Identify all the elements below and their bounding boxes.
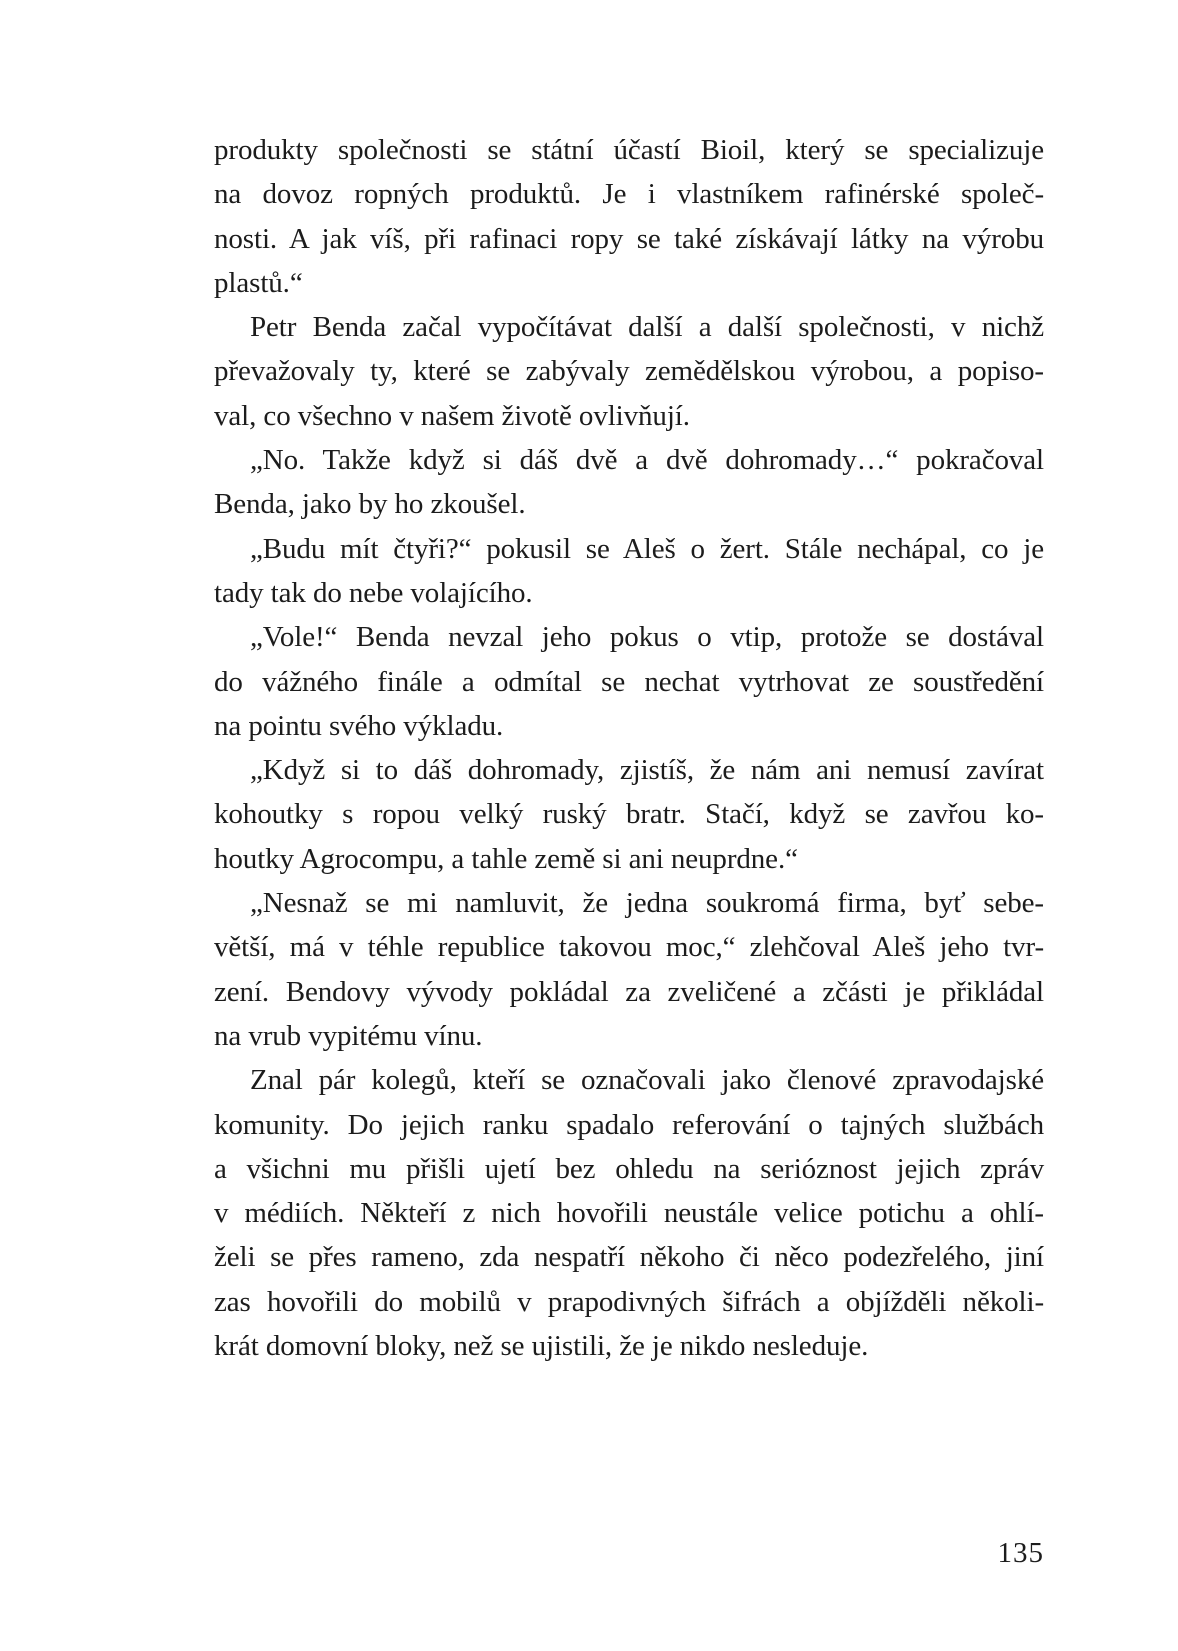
text-line: houtky Agrocompu, a tahle země si ani neuprdne.“ — [214, 842, 798, 875]
paragraph — [214, 305, 1044, 438]
text-line: produkty společnosti se státní účastí Bioil, který se specializuje — [214, 134, 1044, 166]
text-line: „No. Takže když si dáš dvě a dvě dohromady…“ pokračoval — [250, 444, 1044, 477]
text-line: Petr Benda začal vypočítávat další a další společnosti, v nichž — [250, 311, 1044, 344]
paragraph — [214, 748, 1044, 881]
paragraph — [214, 527, 1044, 616]
paragraph — [214, 1058, 1044, 1368]
paragraph — [214, 881, 1044, 1058]
text-line: převažovaly ty, které se zabývaly zemědělskou výrobou, a popiso- — [214, 355, 1044, 388]
text-line: zas hovořili do mobilů v prapodivných šifrách a objížděli několi- — [214, 1285, 1044, 1318]
text-line: „Nesnaž se mi namluvit, že jedna soukromá firma, byť sebe- — [250, 887, 1044, 920]
text-line: na dovoz ropných produktů. Je i vlastníkem rafinérské společ- — [214, 178, 1044, 211]
page-number: 135 — [997, 1537, 1044, 1569]
text-line: „Vole!“ Benda nevzal jeho pokus o vtip, protože se dostával — [250, 621, 1044, 654]
text-line: zení. Bendovy vývody pokládal za zveličené a zčásti je přikládal — [214, 975, 1044, 1008]
text-line: nosti. A jak víš, při rafinaci ropy se také získávají látky na výrobu — [214, 222, 1044, 255]
text-line: Benda, jako by ho zkoušel. — [214, 488, 526, 521]
text-line: a všichni mu přišli ujetí bez ohledu na serióznost jejich zpráv — [214, 1152, 1044, 1185]
text-line: plastů.“ — [214, 266, 303, 299]
text-line: na pointu svého výkladu. — [214, 709, 504, 742]
text-line: tady tak do nebe volajícího. — [214, 576, 533, 609]
text-block — [214, 128, 1044, 1368]
text-line: „Když si to dáš dohromady, zjistíš, že nám ani nemusí zavírat — [250, 754, 1044, 787]
paragraph — [214, 615, 1044, 748]
paragraph — [214, 128, 1044, 305]
text-line: kohoutky s ropou velký ruský bratr. Stačí, když se zavřou ko- — [214, 798, 1044, 831]
text-line: krát domovní bloky, než se ujistili, že je nikdo nesleduje. — [214, 1330, 869, 1363]
text-line: val, co všechno v našem životě ovlivňují. — [214, 399, 690, 432]
text-line: „Budu mít čtyři?“ pokusil se Aleš o žert. Stále nechápal, co je — [250, 532, 1044, 565]
text-line: komunity. Do jejich ranku spadalo referování o tajných službách — [214, 1108, 1044, 1141]
text-line: želi se přes rameno, zda nespatří někoho či něco podezřelého, jiní — [214, 1241, 1044, 1274]
text-line: v médiích. Někteří z nich hovořili neustále velice potichu a ohlí- — [214, 1197, 1044, 1230]
text-line: větší, má v téhle republice takovou moc,“ zlehčoval Aleš jeho tvr- — [214, 931, 1044, 964]
text-line: Znal pár kolegů, kteří se označovali jako členové zpravodajské — [250, 1064, 1044, 1097]
paragraph — [214, 438, 1044, 527]
text-line: do vážného finále a odmítal se nechat vytrhovat ze soustředění — [214, 665, 1044, 698]
text-line: na vrub vypitému vínu. — [214, 1019, 483, 1052]
